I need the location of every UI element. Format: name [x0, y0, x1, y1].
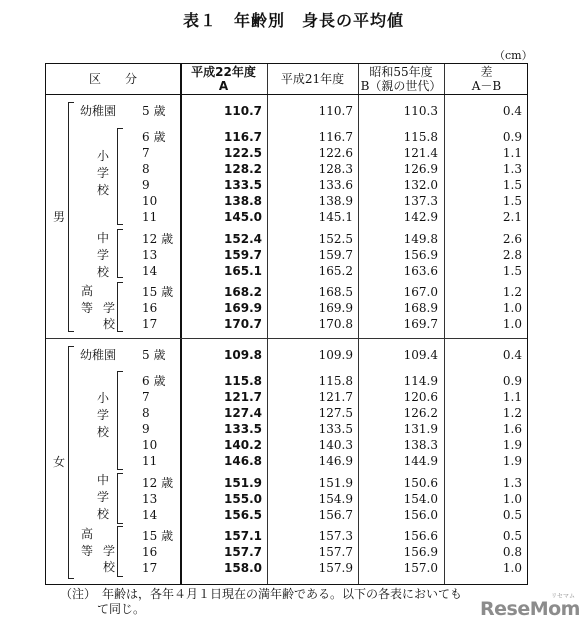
kindergarten-label-female: 幼稚園	[80, 348, 117, 362]
female-bracket	[68, 346, 74, 579]
junior-bracket	[117, 229, 123, 278]
h21-value: 159.7	[318, 248, 353, 262]
s55-value: 167.0	[403, 285, 438, 299]
header-h21: 平成21年度	[280, 72, 345, 86]
senior-label-male: 学	[103, 301, 116, 315]
s55-value: 156.0	[403, 508, 438, 522]
diff-value: 1.0	[502, 561, 522, 575]
diff-value: 1.9	[502, 454, 522, 468]
s55-value: 142.9	[403, 210, 438, 224]
h21-value: 170.8	[318, 317, 353, 331]
diff-value: 0.4	[502, 104, 522, 118]
table-title: 表１ 年齢別 身長の平均値	[182, 11, 404, 30]
s55-value: 137.3	[403, 194, 438, 208]
gender-label-male: 男	[52, 210, 65, 224]
h21-value: 157.7	[318, 545, 353, 559]
diff-value: 1.9	[502, 438, 522, 452]
s55-value: 121.4	[403, 146, 438, 160]
age-cell: 9	[142, 422, 150, 436]
age-cell: 15 歳	[142, 529, 174, 543]
header-category: 区 分	[88, 72, 137, 86]
diff-value: 1.2	[502, 406, 522, 420]
age-cell: 5 歳	[142, 104, 166, 118]
h22-value: 133.5	[224, 178, 262, 192]
h22-value: 156.5	[224, 508, 262, 522]
senior-bracket	[117, 526, 123, 577]
header-s55: 昭和55年度 B（親の世代）	[360, 65, 442, 93]
age-cell: 12 歳	[142, 232, 174, 246]
age-cell: 15 歳	[142, 285, 174, 299]
junior-label-male: 中 学 校	[96, 231, 109, 279]
h22-value: 146.8	[224, 454, 262, 468]
age-cell: 6 歳	[142, 374, 166, 388]
h21-value: 169.9	[318, 301, 353, 315]
h22-value: 109.8	[224, 348, 262, 362]
age-cell: 14	[142, 508, 158, 522]
h21-value: 116.7	[318, 130, 353, 144]
s55-value: 168.9	[403, 301, 438, 315]
senior-label-female: 高	[81, 527, 94, 541]
h21-value: 146.9	[318, 454, 353, 468]
diff-value: 2.1	[502, 210, 522, 224]
senior-bracket	[117, 282, 123, 332]
s55-value: 149.8	[403, 232, 438, 246]
diff-value: 1.3	[502, 162, 522, 176]
h22-value: 127.4	[224, 406, 262, 420]
age-cell: 14	[142, 264, 158, 278]
junior-bracket	[117, 473, 123, 524]
diff-value: 1.1	[502, 146, 522, 160]
h21-value: 152.5	[318, 232, 353, 246]
senior-label-female: 学	[103, 544, 116, 558]
h21-value: 109.9	[318, 348, 353, 362]
h22-value: 121.7	[224, 390, 262, 404]
resemom-logo: ReseMom	[480, 598, 580, 620]
s55-value: 169.7	[403, 317, 438, 331]
diff-value: 0.5	[502, 529, 522, 543]
diff-value: 2.6	[502, 232, 522, 246]
senior-label-female: 等	[81, 544, 94, 558]
h21-value: 140.3	[318, 438, 353, 452]
diff-value: 1.0	[502, 492, 522, 506]
h22-value: 122.5	[224, 146, 262, 160]
h21-value: 168.5	[318, 285, 353, 299]
junior-label-female: 中 学 校	[96, 473, 109, 521]
h22-value: 157.1	[224, 529, 262, 543]
s55-value: 126.2	[403, 406, 438, 420]
diff-value: 0.5	[502, 508, 522, 522]
age-cell: 5 歳	[142, 348, 166, 362]
h21-value: 154.9	[318, 492, 353, 506]
s55-value: 110.3	[403, 104, 438, 118]
s55-value: 156.6	[403, 529, 438, 543]
h21-value: 151.9	[318, 476, 353, 490]
s55-value: 109.4	[403, 348, 438, 362]
h21-value: 128.3	[318, 162, 353, 176]
s55-value: 126.9	[403, 162, 438, 176]
senior-label-male: 高	[81, 284, 94, 298]
elementary-bracket	[117, 128, 123, 225]
s55-value: 150.6	[403, 476, 438, 490]
h22-value: 138.8	[224, 194, 262, 208]
h22-value: 168.2	[224, 285, 262, 299]
s55-value: 115.8	[403, 130, 438, 144]
age-cell: 7	[142, 390, 150, 404]
diff-value: 1.5	[502, 178, 522, 192]
elementary-label-male: 小 学 校	[96, 149, 109, 197]
age-cell: 10	[142, 194, 158, 208]
senior-label-male: 等	[81, 301, 94, 315]
h22-value: 152.4	[224, 232, 262, 246]
header-h22: 平成22年度 A	[191, 65, 256, 93]
senior-label-female: 校	[103, 560, 116, 574]
diff-value: 1.3	[502, 476, 522, 490]
age-cell: 16	[142, 301, 158, 315]
s55-value: 157.0	[403, 561, 438, 575]
age-cell: 8	[142, 406, 150, 420]
h22-value: 140.2	[224, 438, 262, 452]
s55-value: 114.9	[403, 374, 438, 388]
s55-value: 120.6	[403, 390, 438, 404]
age-cell: 17	[142, 317, 158, 331]
senior-label-male: 校	[103, 317, 116, 331]
diff-value: 2.8	[502, 248, 522, 262]
header-divider	[46, 94, 527, 95]
h22-value: 155.0	[224, 492, 262, 506]
age-cell: 16	[142, 545, 158, 559]
age-cell: 8	[142, 162, 150, 176]
h21-value: 127.5	[318, 406, 353, 420]
h22-value: 145.0	[224, 210, 262, 224]
h21-value: 156.7	[318, 508, 353, 522]
unit-label: （cm）	[494, 49, 533, 62]
gender-divider	[46, 338, 527, 339]
h21-value: 115.8	[318, 374, 353, 388]
h22-value: 110.7	[224, 104, 262, 118]
s55-value: 156.9	[403, 545, 438, 559]
h22-value: 116.7	[224, 130, 262, 144]
h21-value: 133.6	[318, 178, 353, 192]
diff-value: 0.4	[502, 348, 522, 362]
h21-value: 122.6	[318, 146, 353, 160]
h22-value: 165.1	[224, 264, 262, 278]
h21-value: 133.5	[318, 422, 353, 436]
h21-value: 138.9	[318, 194, 353, 208]
h22-value: 159.7	[224, 248, 262, 262]
diff-value: 1.6	[502, 422, 522, 436]
diff-value: 0.9	[502, 374, 522, 388]
elementary-label-female: 小 学 校	[96, 391, 109, 439]
age-cell: 13	[142, 248, 158, 262]
age-cell: 7	[142, 146, 150, 160]
height-table	[45, 63, 528, 585]
male-bracket	[68, 102, 74, 332]
diff-value: 1.0	[502, 301, 522, 315]
h21-value: 145.1	[318, 210, 353, 224]
age-cell: 11	[142, 210, 158, 224]
gender-label-female: 女	[52, 455, 65, 469]
diff-value: 1.1	[502, 390, 522, 404]
age-cell: 10	[142, 438, 158, 452]
h22-value: 157.7	[224, 545, 262, 559]
diff-value: 1.5	[502, 264, 522, 278]
kindergarten-label-male: 幼稚園	[80, 104, 117, 118]
h21-value: 157.3	[318, 529, 353, 543]
age-cell: 6 歳	[142, 130, 166, 144]
s55-value: 156.9	[403, 248, 438, 262]
h22-value: 169.9	[224, 301, 262, 315]
s55-value: 131.9	[403, 422, 438, 436]
diff-value: 1.2	[502, 285, 522, 299]
h21-value: 110.7	[318, 104, 353, 118]
h22-value: 115.8	[224, 374, 262, 388]
h22-value: 133.5	[224, 422, 262, 436]
h22-value: 158.0	[224, 561, 262, 575]
diff-value: 0.8	[502, 545, 522, 559]
header-diff: 差 A－B	[471, 65, 502, 93]
h21-value: 165.2	[318, 264, 353, 278]
diff-value: 1.0	[502, 317, 522, 331]
s55-value: 144.9	[403, 454, 438, 468]
age-cell: 11	[142, 454, 158, 468]
h21-value: 157.9	[318, 561, 353, 575]
h21-value: 121.7	[318, 390, 353, 404]
h22-value: 151.9	[224, 476, 262, 490]
elementary-bracket	[117, 371, 123, 470]
age-cell: 17	[142, 561, 158, 575]
s55-value: 163.6	[403, 264, 438, 278]
age-cell: 9	[142, 178, 150, 192]
s55-value: 132.0	[403, 178, 438, 192]
h22-value: 170.7	[224, 317, 262, 331]
footnote: （注） 年齢は，各年４月１日現在の満年齢である。以下の各表においても て同じ。	[60, 587, 463, 616]
s55-value: 154.0	[403, 492, 438, 506]
age-cell: 12 歳	[142, 476, 174, 490]
s55-value: 138.3	[403, 438, 438, 452]
resemom-logo-sub: リセマム	[551, 593, 575, 600]
age-cell: 13	[142, 492, 158, 506]
h22-value: 128.2	[224, 162, 262, 176]
diff-value: 1.5	[502, 194, 522, 208]
diff-value: 0.9	[502, 130, 522, 144]
